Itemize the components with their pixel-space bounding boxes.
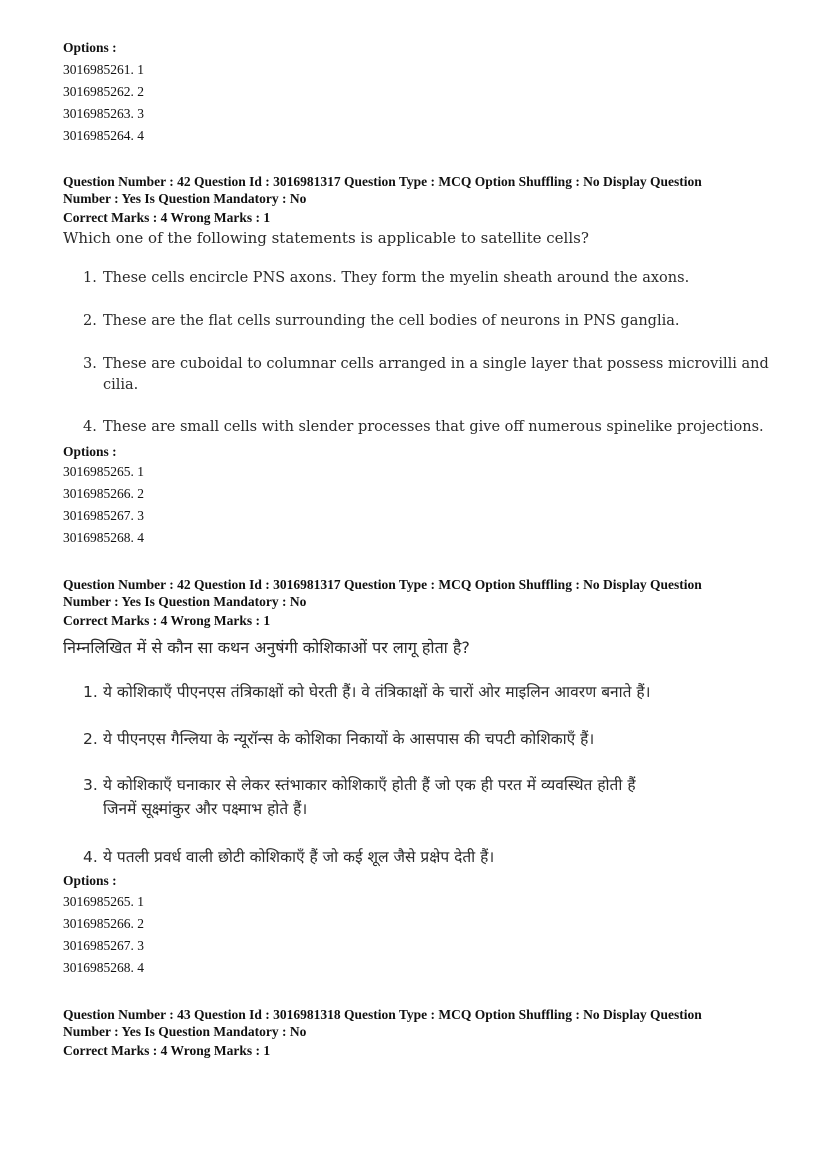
option-item: 3016985261. 1 [63,62,144,77]
choice-number: 2. [83,730,98,748]
marks-line: Correct Marks : 4 Wrong Marks : 1 [63,210,271,225]
answer-choice [83,680,773,704]
answer-choice [83,727,773,751]
marks-line: Correct Marks : 4 Wrong Marks : 1 [63,613,271,628]
choice-text-continued: जिनमें सूक्ष्मांकुर और पक्ष्माभ होते हैं। [103,800,308,818]
choice-number: 4. [83,848,98,866]
choice-text-continued: cilia. [103,377,139,393]
answer-choice [83,311,773,332]
choice-text: ये पीएनएस गैन्लिया के न्यूरॉन्स के कोशिका निकायों के आसपास की चपटी कोशिकाएँ हैं। [103,730,595,748]
choice-text: ये कोशिकाएँ घनाकार से लेकर स्तंभाकार कोशिकाएँ होती हैं जो एक ही परत में व्यवस्थित होती हैं [103,776,636,794]
option-item: 3016985265. 1 [63,894,144,909]
answer-choice [83,845,773,869]
marks-line: Correct Marks : 4 Wrong Marks : 1 [63,1043,271,1058]
choice-number: 1. [83,683,98,701]
choice-number: 3. [83,356,97,372]
choice-number: 3. [83,776,98,794]
option-item: 3016985266. 2 [63,916,144,931]
options-label: Options : [63,444,117,459]
question-meta-line: Number : Yes Is Question Mandatory : No [63,1024,307,1039]
question-meta-line: Question Number : 42 Question Id : 3016981317 Question Type : MCQ Option Shuffling : No Display Question [63,577,702,592]
option-item: 3016985264. 4 [63,128,144,143]
choice-text: These are the flat cells surrounding the cell bodies of neurons in PNS ganglia. [103,313,680,329]
answer-choice [83,354,773,396]
options-label: Options : [63,873,117,888]
option-item: 3016985267. 3 [63,938,144,953]
choice-text: ये पतली प्रवर्ध वाली छोटी कोशिकाएँ हैं जो कई शूल जैसे प्रक्षेप देती हैं। [103,848,495,866]
question-meta-line: Number : Yes Is Question Mandatory : No [63,594,307,609]
choice-number: 1. [83,270,97,286]
option-item: 3016985268. 4 [63,960,144,975]
option-item: 3016985268. 4 [63,530,144,545]
choice-text: ये कोशिकाएँ पीएनएस तंत्रिकाक्षों को घेरती हैं। वे तंत्रिकाक्षों के चारों ओर माइलिन आवरण बनाते हैं। [103,683,651,701]
option-item: 3016985266. 2 [63,486,144,501]
question-text: Which one of the following statements is applicable to satellite cells? [63,229,589,247]
answer-choice [83,773,773,821]
choice-number: 2. [83,313,97,329]
question-meta-line: Question Number : 43 Question Id : 3016981318 Question Type : MCQ Option Shuffling : No Display Question [63,1007,702,1022]
answer-choice [83,417,773,438]
choice-text: These are small cells with slender processes that give off numerous spinelike projections. [103,419,764,435]
question-meta-line: Question Number : 42 Question Id : 3016981317 Question Type : MCQ Option Shuffling : No Display Question [63,174,702,189]
option-item: 3016985265. 1 [63,464,144,479]
choice-text: These cells encircle PNS axons. They form the myelin sheath around the axons. [103,270,690,286]
option-item: 3016985263. 3 [63,106,144,121]
option-item: 3016985262. 2 [63,84,144,99]
question-meta-line: Number : Yes Is Question Mandatory : No [63,191,307,206]
choice-text: These are cuboidal to columnar cells arranged in a single layer that possess microvilli and [103,356,769,372]
options-label: Options : [63,40,117,55]
option-item: 3016985267. 3 [63,508,144,523]
question-text: निम्नलिखित में से कौन सा कथन अनुषंगी कोशिकाओं पर लागू होता है? [63,638,470,657]
choice-number: 4. [83,419,97,435]
answer-choice [83,268,773,289]
